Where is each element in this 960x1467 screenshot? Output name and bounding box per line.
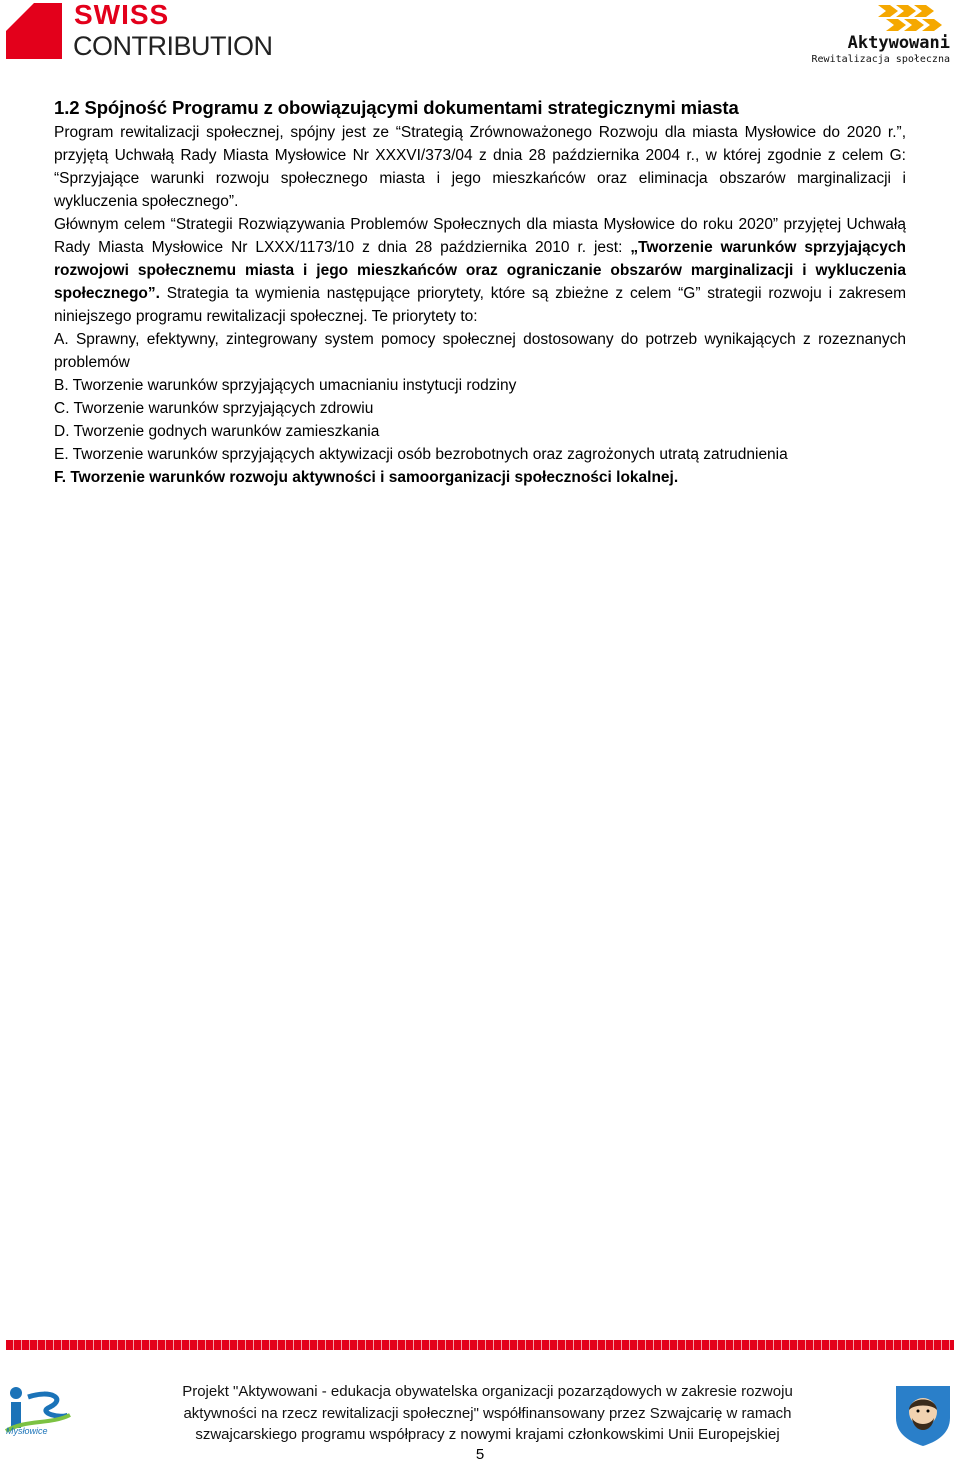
page-number: 5	[475, 1446, 485, 1463]
priority-item-d: D. Tworzenie godnych warunków zamieszkania	[54, 423, 380, 440]
footer-line-1: Projekt "Aktywowani - edukacja obywatelska organizacji pozarządowych w zakresie rozwoju	[182, 1383, 793, 1400]
aktywowani-logo	[802, 3, 952, 65]
paragraph-social-start: Głównym celem “Strategii Rozwiązywania Problemów Społecznych dla miasta Mysłowice do roku 2020” przyjętej Uchwałą Rady Miasta Mysłowice Nr LXXX/1173/10 z dnia 28 października 2010 r. jest:	[54, 216, 906, 256]
section-heading: 1.2 Spójność Programu z obowiązującymi dokumentami strategicznymi miasta	[54, 97, 739, 118]
chevron-arrows-icon	[876, 3, 948, 33]
paragraph-strategy-social	[54, 213, 906, 328]
paragraph-strategy-sustainable: Program rewitalizacji społecznej, spójny jest ze “Strategią Zrównoważonego Rozwoju dla miasta Mysłowice do 2020 r.”, przyjętą Uchwałą Rady Miasta Mysłowice Nr XXXVI/373/04 z dnia 28 października 2004 r., w której zgodnie z celem G: “Sprzyjające warunki rozwoju społecznego miasta i jego mieszkańców oraz eliminacja obszarów marginalizacji i wykluczenia społecznego”.	[54, 124, 906, 210]
paragraph-social-bold-goal: „Tworzenie warunków sprzyjających rozwojowi społecznemu miasta i jego mieszkańców oraz ograniczanie obszarów marginalizacji i wykluczenia społecznego”.	[54, 239, 906, 302]
myslowice-label: Mysłowice	[6, 1426, 48, 1436]
swiss-flag-icon	[6, 3, 62, 59]
footer-divider-bar	[6, 1340, 954, 1350]
document-body	[54, 96, 906, 489]
city-crest-icon	[894, 1384, 952, 1448]
footer-line-3: szwajcarskiego programu współpracy z nowymi krajami członkowskimi Unii Europejskiej	[195, 1426, 780, 1443]
footer-project-text	[120, 1381, 855, 1446]
footer-line-2: aktywności na rzecz rewitalizacji społecznej" współfinansowany przez Szwajcarię w ramach	[183, 1404, 792, 1422]
priority-item-b: B. Tworzenie warunków sprzyjających umacnianiu instytucji rodziny	[54, 377, 517, 394]
priority-item-a: A. Sprawny, efektywny, zintegrowany system pomocy społecznej dostosowany do potrzeb wynikających z rozeznanych problemów	[54, 331, 906, 371]
swiss-contribution-logo	[6, 0, 296, 63]
myslowice-logo-icon	[2, 1385, 74, 1447]
priority-item-f: F. Tworzenie warunków rozwoju aktywności i samoorganizacji społeczności lokalnej.	[54, 469, 679, 486]
contribution-word: CONTRIBUTION	[73, 31, 273, 61]
paragraph-social-end: Strategia ta wymienia następujące priorytety, które są zbieżne z celem “G” strategii rozwoju i zakresem niniejszego programu rewitalizacji społecznej. Te priorytety to:	[54, 285, 906, 325]
priority-item-c: C. Tworzenie warunków sprzyjających zdrowiu	[54, 400, 374, 417]
priority-item-e: E. Tworzenie warunków sprzyjających aktywizacji osób bezrobotnych oraz zagrożonych utratą zatrudnienia	[54, 446, 788, 463]
aktywowani-subtitle: Rewitalizacja społeczna	[811, 54, 950, 65]
swiss-word: SWISS	[74, 0, 170, 30]
aktywowani-name: Aktywowani	[847, 33, 950, 53]
